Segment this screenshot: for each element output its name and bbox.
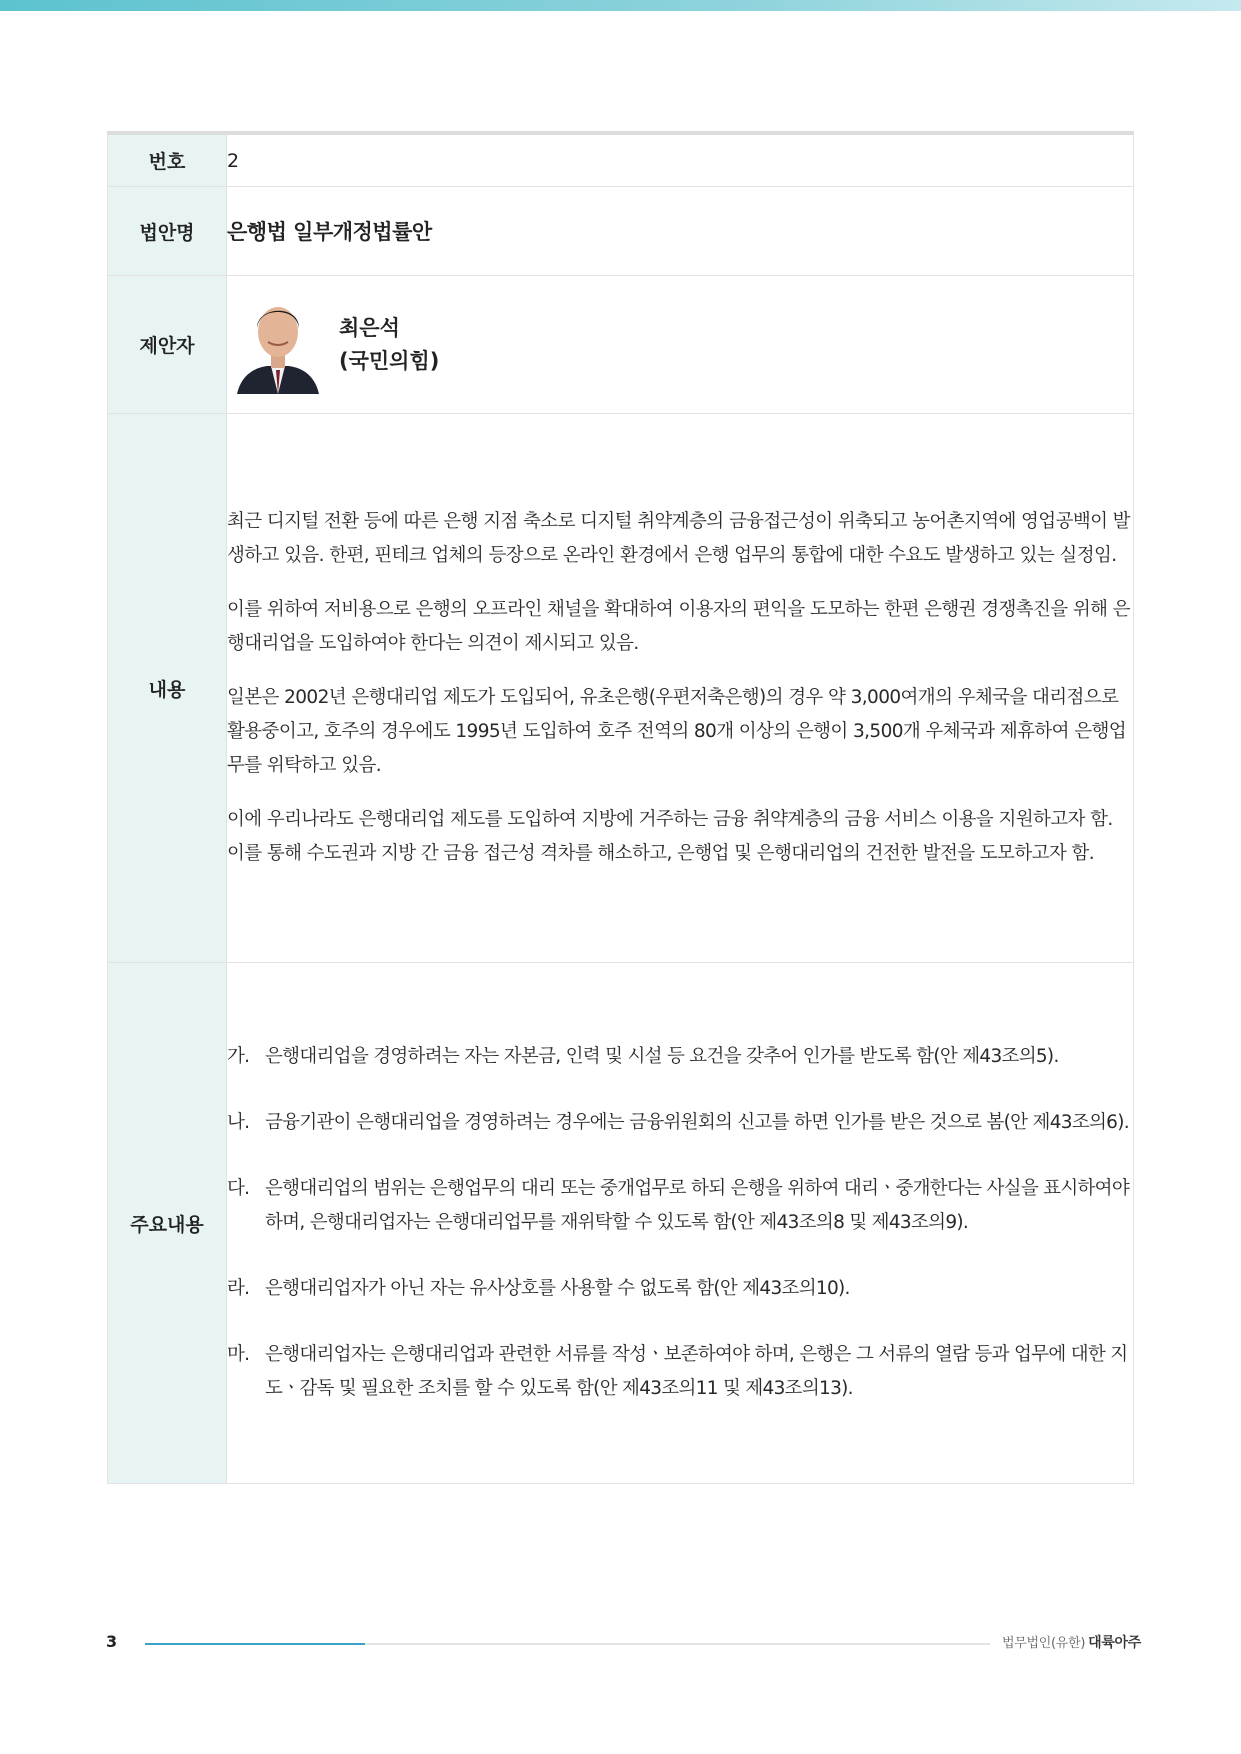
content-paragraph: 이를 위하여 저비용으로 은행의 오프라인 채널을 확대하여 이용자의 편익을 도모하는 한편 은행권 경쟁촉진을 위해 은행대리업을 도입하여야 한다는 의견이 제시되고 있음.	[227, 599, 1130, 654]
row-number	[108, 133, 1134, 187]
list-text: 은행대리업의 범위는 은행업무의 대리 또는 중개업무로 하되 은행을 위하여 대리ㆍ중개한다는 사실을 표시하여야 하며, 은행대리업자는 은행대리업무를 재위탁할 수 있도록 함(안 제43조의8 및 제43조의9).	[265, 1178, 1130, 1233]
row-proposer	[108, 276, 1134, 414]
number-value: 2	[227, 133, 1134, 187]
list-text: 은행대리업자가 아닌 자는 유사상호를 사용할 수 없도록 함(안 제43조의10).	[265, 1278, 850, 1299]
list-item	[227, 1040, 1133, 1074]
row-main-content	[108, 963, 1134, 1484]
top-accent-bar	[0, 0, 1241, 11]
row-content	[108, 414, 1134, 963]
list-marker: 다.	[227, 1178, 250, 1199]
content-paragraphs	[227, 505, 1133, 871]
content-label: 내용	[108, 414, 227, 963]
bill-name-label: 법안명	[108, 187, 227, 276]
firm-prefix: 법무법인(유한)	[1002, 1636, 1086, 1651]
footer-progress-fill	[145, 1643, 365, 1645]
proposer-label: 제안자	[108, 276, 227, 414]
list-text: 금융기관이 은행대리업을 경영하려는 경우에는 금융위원회의 신고를 하면 인가를 받은 것으로 봄(안 제43조의6).	[265, 1112, 1129, 1133]
main-content-label: 주요내용	[108, 963, 227, 1484]
footer-firm	[1002, 1632, 1141, 1652]
bill-info-table	[107, 131, 1134, 1484]
page-number: 3	[106, 1632, 118, 1651]
list-item	[227, 1172, 1133, 1240]
list-item	[227, 1272, 1133, 1306]
list-marker: 라.	[227, 1278, 250, 1299]
firm-name: 대륙아주	[1088, 1635, 1141, 1651]
list-marker: 나.	[227, 1112, 250, 1133]
main-content-list	[227, 1040, 1133, 1406]
list-text: 은행대리업자는 은행대리업과 관련한 서류를 작성ㆍ보존하여야 하며, 은행은 그 서류의 열람 등과 업무에 대한 지도ㆍ감독 및 필요한 조치를 할 수 있도록 함(안 제43조의11 및 제43조의13).	[265, 1344, 1128, 1399]
content-paragraph: 최근 디지털 전환 등에 따른 은행 지점 축소로 디지털 취약계층의 금융접근성이 위축되고 농어촌지역에 영업공백이 발생하고 있음. 한편, 핀테크 업체의 등장으로 온라인 환경에서 은행 업무의 통합에 대한 수요도 발생하고 있는 실정임.	[227, 511, 1130, 566]
proposer-party: (국민의힘)	[339, 348, 440, 373]
list-item	[227, 1338, 1133, 1406]
proposer-name: 최은석	[339, 315, 400, 340]
list-marker: 마.	[227, 1344, 250, 1365]
content-paragraph: 일본은 2002년 은행대리업 제도가 도입되어, 유초은행(우편저축은행)의 경우 약 3,000여개의 우체국을 대리점으로 활용중이고, 호주의 경우에도 1995년 도입하여 호주 전역의 80개 이상의 은행이 3,500개 우체국과 제휴하여 은행업무를 위탁하고 있음.	[227, 687, 1127, 776]
proposer-block	[227, 296, 1133, 394]
proposer-photo	[235, 296, 321, 394]
list-item	[227, 1106, 1133, 1140]
content-paragraph: 이에 우리나라도 은행대리업 제도를 도입하여 지방에 거주하는 금융 취약계층의 금융 서비스 이용을 지원하고자 함. 이를 통해 수도권과 지방 간 금융 접근성 격차를 해소하고, 은행업 및 은행대리업의 건전한 발전을 도모하고자 함.	[227, 809, 1113, 864]
footer-progress-track	[145, 1643, 990, 1645]
list-marker: 가.	[227, 1046, 250, 1067]
list-text: 은행대리업을 경영하려는 자는 자본금, 인력 및 시설 등 요건을 갖추어 인가를 받도록 함(안 제43조의5).	[265, 1046, 1059, 1067]
number-label: 번호	[108, 133, 227, 187]
row-bill-name	[108, 187, 1134, 276]
bill-name-value: 은행법 일부개정법률안	[227, 220, 432, 244]
